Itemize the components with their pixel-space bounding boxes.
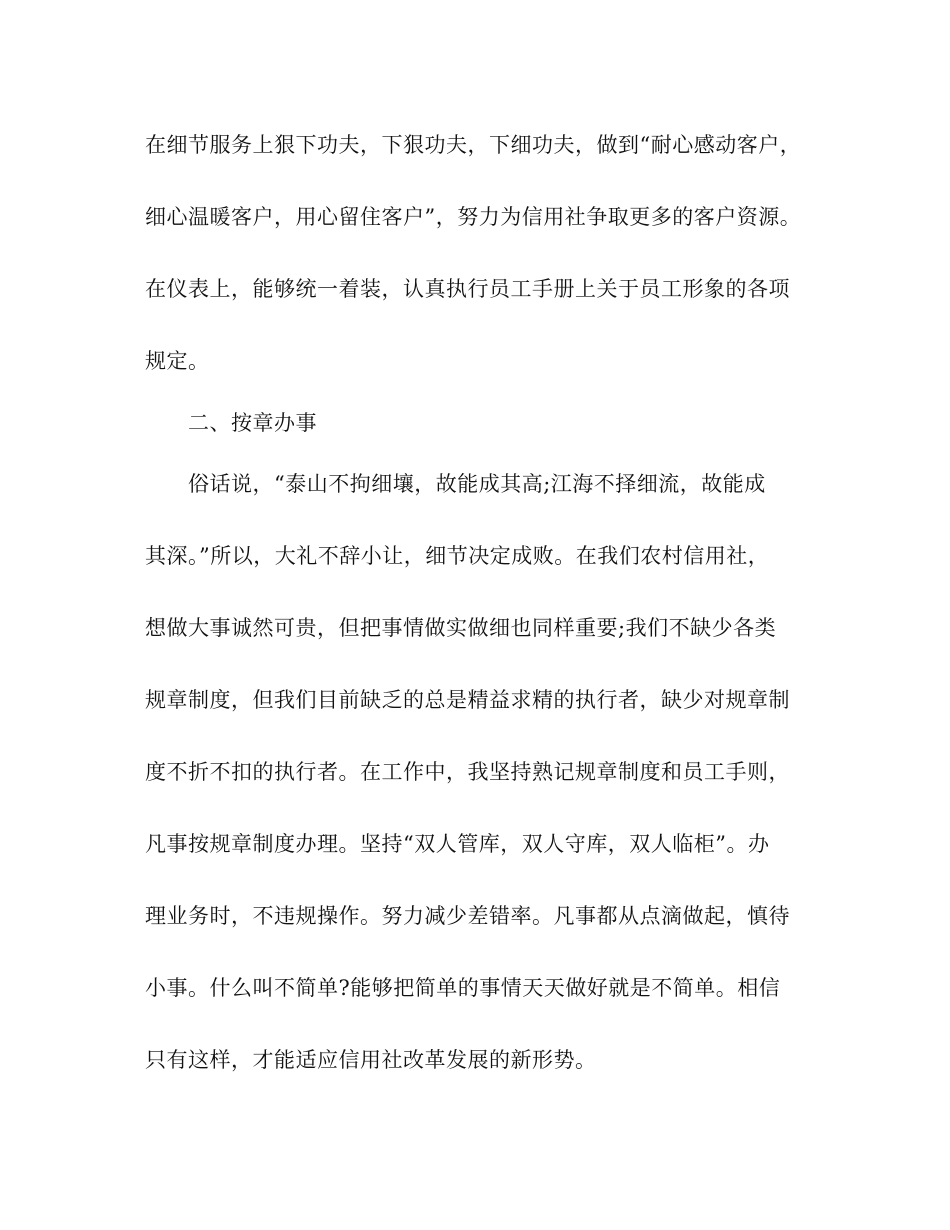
- paragraph-line: 其深。”所以，大礼不辞小让，细节决定成败。在我们农村信用社，: [145, 544, 770, 568]
- paragraph-line: 规章制度，但我们目前缺乏的总是精益求精的执行者，缺少对规章制: [145, 688, 790, 712]
- paragraph-line: 理业务时，不违规操作。努力减少差错率。凡事都从点滴做起，慎待: [145, 904, 790, 928]
- paragraph-line: 想做大事诚然可贵，但把事情做实做细也同样重要;我们不缺少各类: [145, 616, 777, 640]
- paragraph-line: 在细节服务上狠下功夫，下狠功夫，下细功夫，做到“耐心感动客户，: [145, 133, 802, 157]
- paragraph-line: 规定。: [145, 349, 210, 373]
- paragraph-line: 小事。什么叫不简单?能够把简单的事情天天做好就是不简单。相信: [145, 976, 781, 1000]
- paragraph-line: 在仪表上，能够统一着装，认真执行员工手册上关于员工形象的各项: [145, 277, 790, 301]
- paragraph-line: 俗话说，“泰山不拘细壤，故能成其高;江海不择细流，故能成: [188, 472, 766, 496]
- paragraph-line: 细心温暖客户，用心留住客户”，努力为信用社争取更多的客户资源。: [145, 205, 802, 229]
- paragraph-line: 凡事按规章制度办理。坚持“双人管库，双人守库，双人临柜”。办: [145, 832, 770, 856]
- paragraph-line: 只有这样，才能适应信用社改革发展的新形势。: [145, 1048, 597, 1072]
- paragraph-line: 度不折不扣的执行者。在工作中，我坚持熟记规章制度和员工手则，: [145, 760, 790, 784]
- section-heading: 二、按章办事: [188, 411, 317, 435]
